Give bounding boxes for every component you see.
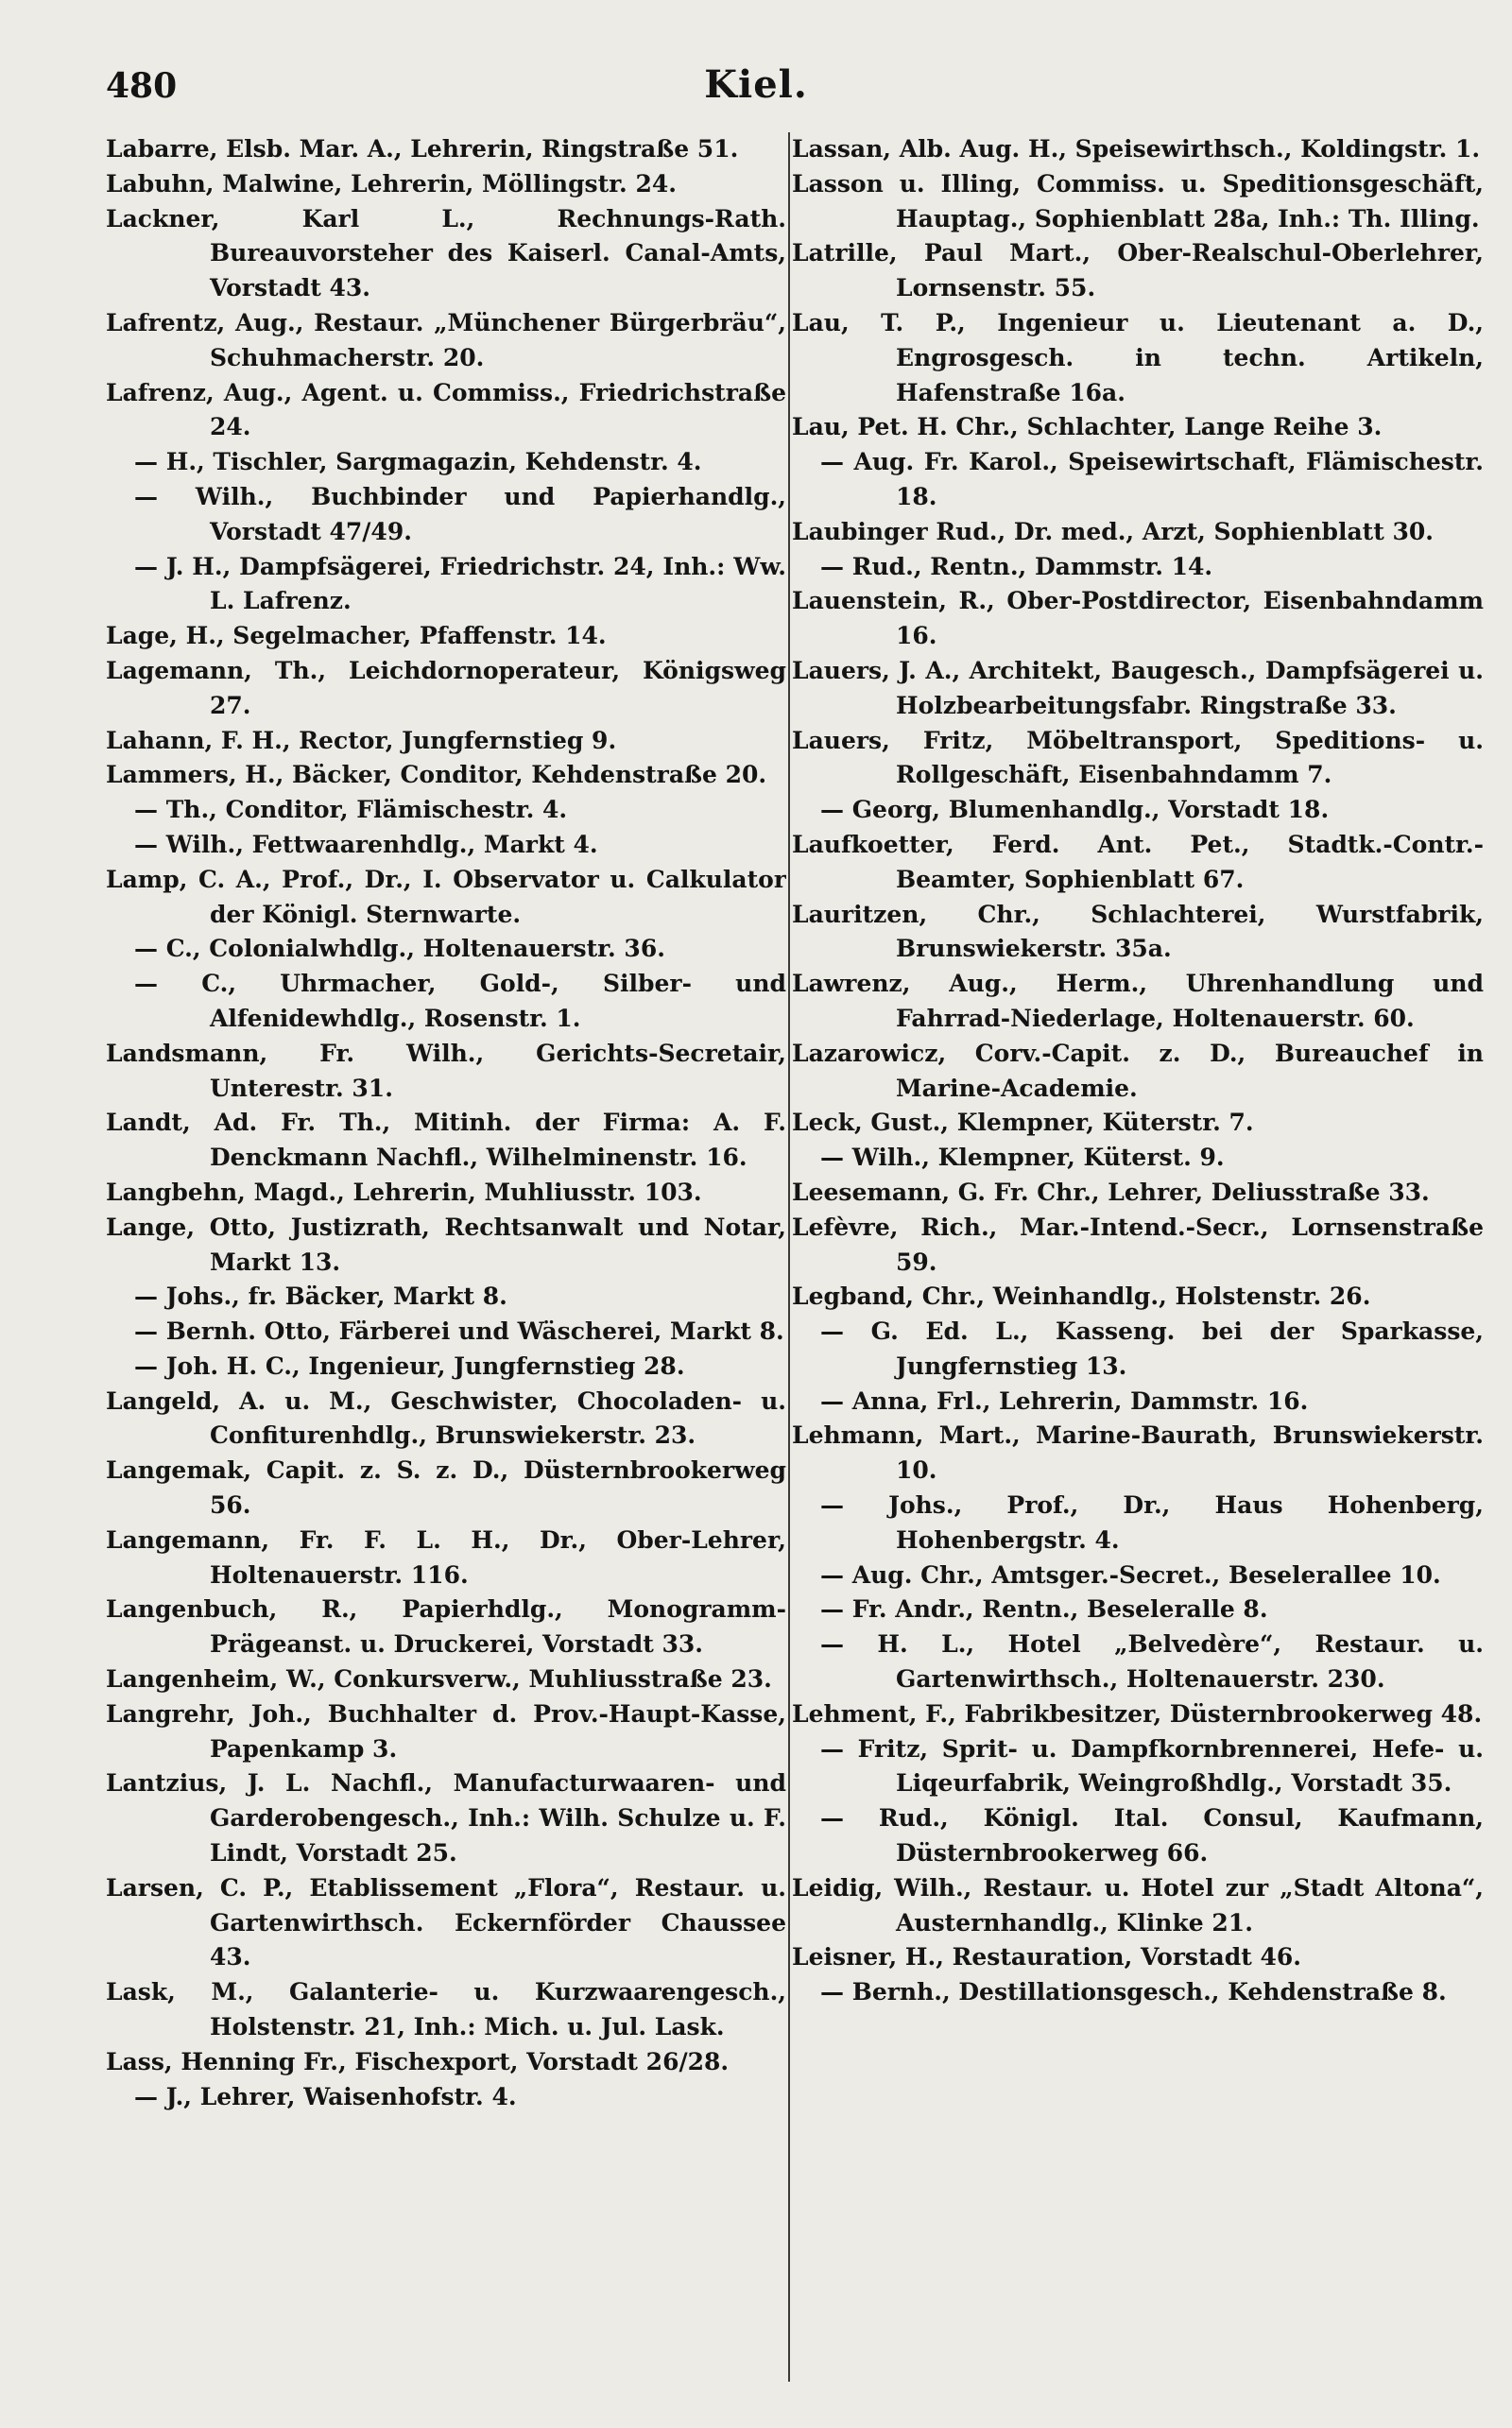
directory-subentry: — Johs., Prof., Dr., Haus Hohenberg, Hohenbergstr. 4.	[820, 1491, 1484, 1554]
directory-entry: Lauers, J. A., Architekt, Baugesch., Dampfsägerei u. Holzbearbeitungsfabr. Ringstraße 33.	[792, 656, 1484, 719]
directory-subentry: — J. H., Dampfsägerei, Friedrichstr. 24, Inh.: Ww. L. Lafrenz.	[134, 552, 786, 615]
directory-subentry: — Th., Conditor, Flämischestr. 4.	[134, 796, 568, 824]
directory-subentry: — Wilh., Buchbinder und Papierhandlg., Vorstadt 47/49.	[134, 482, 786, 545]
directory-entry: Lau, Pet. H. Chr., Schlachter, Lange Reihe 3.	[792, 413, 1383, 441]
directory-entry: Lau, T. P., Ingenieur u. Lieutenant a. D., Engrosgesch. in techn. Artikeln, Hafenstraße 16a.	[792, 308, 1484, 406]
left-column	[106, 132, 786, 2390]
column-divider	[788, 132, 790, 2382]
directory-entry: Langenbuch, R., Papierhdlg., Monogramm-Prägeanst. u. Druckerei, Vorstadt 33.	[106, 1595, 786, 1659]
directory-entry: Latrille, Paul Mart., Ober-Realschul-Oberlehrer, Lornsenstr. 55.	[792, 239, 1484, 302]
directory-subentry: — Georg, Blumenhandlg., Vorstadt 18.	[820, 796, 1330, 824]
directory-subentry: — C., Uhrmacher, Gold-, Silber- und Alfenidewhdlg., Rosenstr. 1.	[134, 970, 786, 1032]
directory-entry: Leisner, H., Restauration, Vorstadt 46.	[792, 1943, 1301, 1972]
directory-entry: Langemak, Capit. z. S. z. D., Düsternbrookerweg 56.	[106, 1456, 786, 1520]
directory-entry: Lange, Otto, Justizrath, Rechtsanwalt und Notar, Markt 13.	[106, 1213, 786, 1276]
directory-entry: Lass, Henning Fr., Fischexport, Vorstadt 26/28.	[106, 2047, 730, 2075]
directory-entry: Lawrenz, Aug., Herm., Uhrenhandlung und Fahrrad-Niederlage, Holtenauerstr. 60.	[792, 970, 1484, 1032]
directory-entry: Labarre, Elsb. Mar. A., Lehrerin, Ringstraße 51.	[106, 135, 739, 163]
directory-entry: Langbehn, Magd., Lehrerin, Muhliusstr. 103.	[106, 1178, 702, 1206]
directory-entry: Lazarowicz, Corv.-Capit. z. D., Bureauchef in Marine-Academie.	[792, 1039, 1484, 1102]
directory-entry: Larsen, C. P., Etablissement „Flora“, Restaur. u. Gartenwirthsch. Eckernförder Chaussee 43.	[106, 1873, 786, 1972]
directory-entry: Landsmann, Fr. Wilh., Gerichts-Secretair, Unterestr. 31.	[106, 1039, 786, 1102]
directory-subentry: — Rud., Rentn., Dammstr. 14.	[820, 552, 1213, 580]
directory-subentry: — Bernh. Otto, Färberei und Wäscherei, Markt 8.	[134, 1317, 784, 1346]
directory-entry: Labuhn, Malwine, Lehrerin, Möllingstr. 24.	[106, 169, 677, 198]
directory-subentry: — Rud., Königl. Ital. Consul, Kaufmann, Düsternbrookerweg 66.	[820, 1804, 1484, 1868]
directory-entry: Langemann, Fr. F. L. H., Dr., Ober-Lehrer, Holtenauerstr. 116.	[106, 1525, 786, 1589]
directory-subentry: — Wilh., Fettwaarenhdlg., Markt 4.	[134, 830, 598, 858]
page-number: 480	[106, 66, 178, 106]
directory-entry: Lantzius, J. L. Nachfl., Manufacturwaaren- und Garderobengesch., Inh.: Wilh. Schulze u. F. Lindt, Vorstadt 25.	[106, 1769, 786, 1868]
page-title: Kiel.	[704, 62, 808, 107]
directory-subentry: — H. L., Hotel „Belvedère“, Restaur. u. Gartenwirthsch., Holtenauerstr. 230.	[820, 1630, 1484, 1694]
directory-subentry: — Anna, Frl., Lehrerin, Dammstr. 16.	[820, 1386, 1309, 1415]
directory-entry: Lehment, F., Fabrikbesitzer, Düsternbrookerweg 48.	[792, 1699, 1483, 1728]
directory-entry: Lassan, Alb. Aug. H., Speisewirthsch., Koldingstr. 1.	[792, 135, 1481, 163]
directory-entry: Legband, Chr., Weinhandlg., Holstenstr. 26.	[792, 1283, 1371, 1311]
right-column	[792, 132, 1484, 2390]
directory-subentry: — Aug. Fr. Karol., Speisewirtschaft, Flämischestr. 18.	[820, 448, 1484, 510]
directory-subentry: — G. Ed. L., Kasseng. bei der Sparkasse, Jungfernstieg 13.	[820, 1317, 1484, 1380]
directory-entry: Langenheim, W., Conkursverw., Muhliusstraße 23.	[106, 1665, 772, 1694]
directory-entry: Lage, H., Segelmacher, Pfaffenstr. 14.	[106, 622, 607, 650]
directory-entry: Lagemann, Th., Leichdornoperateur, Königsweg 27.	[106, 656, 786, 719]
directory-entry: Lackner, Karl L., Rechnungs-Rath. Bureauvorsteher des Kaiserl. Canal-Amts, Vorstadt 43.	[106, 204, 786, 302]
directory-subentry: — Aug. Chr., Amtsger.-Secret., Beselerallee 10.	[820, 1560, 1441, 1589]
directory-entry: Lefèvre, Rich., Mar.-Intend.-Secr., Lornsenstraße 59.	[792, 1213, 1484, 1276]
directory-entry: Lafrentz, Aug., Restaur. „Münchener Bürgerbräu“, Schuhmacherstr. 20.	[106, 308, 786, 371]
directory-entry: Laubinger Rud., Dr. med., Arzt, Sophienblatt 30.	[792, 517, 1434, 545]
directory-entry: Laufkoetter, Ferd. Ant. Pet., Stadtk.-Contr.-Beamter, Sophienblatt 67.	[792, 830, 1484, 893]
directory-entry: Lauers, Fritz, Möbeltransport, Speditions- u. Rollgeschäft, Eisenbahndamm 7.	[792, 726, 1484, 789]
directory-subentry: — Bernh., Destillationsgesch., Kehdenstraße 8.	[820, 1978, 1447, 2006]
directory-subentry: — J., Lehrer, Waisenhofstr. 4.	[134, 2082, 517, 2110]
directory-entry: Lahann, F. H., Rector, Jungfernstieg 9.	[106, 726, 617, 754]
directory-subentry: — C., Colonialwhdlg., Holtenauerstr. 36.	[134, 935, 665, 963]
directory-entry: Lammers, H., Bäcker, Conditor, Kehdenstraße 20.	[106, 761, 767, 789]
directory-entry: Lauenstein, R., Ober-Postdirector, Eisenbahndamm 16.	[792, 587, 1484, 650]
directory-subentry: — Johs., fr. Bäcker, Markt 8.	[134, 1283, 507, 1311]
directory-entry: Lask, M., Galanterie- u. Kurzwaarengesch., Holstenstr. 21, Inh.: Mich. u. Jul. Lask.	[106, 1978, 786, 2041]
directory-entry: Lehmann, Mart., Marine-Baurath, Brunswiekerstr. 10.	[792, 1421, 1484, 1485]
directory-entry: Leesemann, G. Fr. Chr., Lehrer, Deliusstraße 33.	[792, 1178, 1430, 1206]
directory-entry: Lamp, C. A., Prof., Dr., I. Observator u. Calkulator der Königl. Sternwarte.	[106, 865, 786, 928]
directory-subentry: — Wilh., Klempner, Küterst. 9.	[820, 1144, 1225, 1172]
directory-entry: Leck, Gust., Klempner, Küterstr. 7.	[792, 1109, 1254, 1137]
directory-entry: Landt, Ad. Fr. Th., Mitinh. der Firma: A. F. Denckmann Nachfl., Wilhelminenstr. 16.	[106, 1109, 786, 1172]
directory-entry: Langrehr, Joh., Buchhalter d. Prov.-Haupt-Kasse, Papenkamp 3.	[106, 1699, 786, 1763]
directory-entry: Lafrenz, Aug., Agent. u. Commiss., Friedrichstraße 24.	[106, 378, 786, 441]
directory-subentry: — H., Tischler, Sargmagazin, Kehdenstr. 4.	[134, 448, 702, 476]
directory-entry: Lasson u. Illing, Commiss. u. Speditionsgeschäft, Hauptag., Sophienblatt 28a, Inh.: Th. Illing.	[792, 169, 1484, 232]
directory-entry: Leidig, Wilh., Restaur. u. Hotel zur „Stadt Altona“, Austernhandlg., Klinke 21.	[792, 1873, 1484, 1937]
directory-entry: Lauritzen, Chr., Schlachterei, Wurstfabrik, Brunswiekerstr. 35a.	[792, 900, 1484, 963]
directory-subentry: — Joh. H. C., Ingenieur, Jungfernstieg 28.	[134, 1352, 685, 1380]
directory-subentry: — Fritz, Sprit- u. Dampfkornbrennerei, Hefe- u. Liqeurfabrik, Weingroßhdlg., Vorstadt 35.	[820, 1734, 1484, 1798]
directory-entry: Langeld, A. u. M., Geschwister, Chocoladen- u. Confiturenhdlg., Brunswiekerstr. 23.	[106, 1386, 786, 1450]
directory-subentry: — Fr. Andr., Rentn., Beseleralle 8.	[820, 1595, 1268, 1624]
